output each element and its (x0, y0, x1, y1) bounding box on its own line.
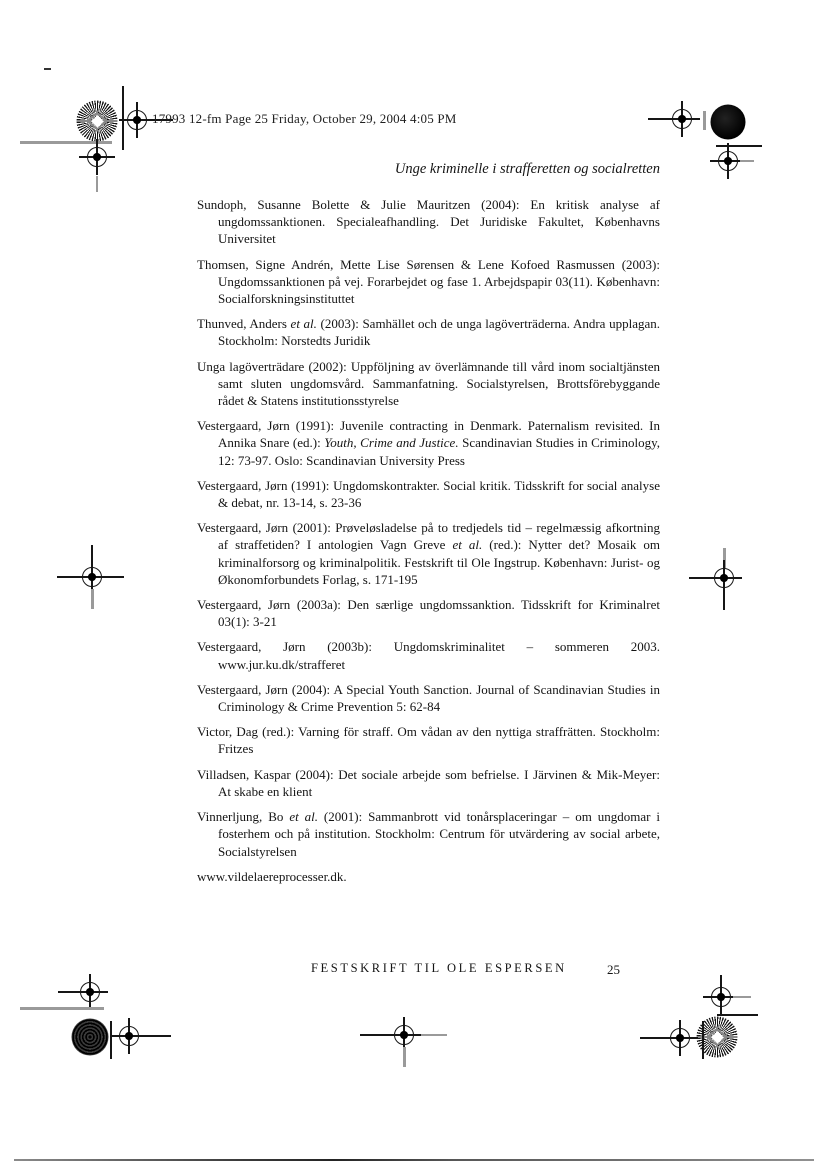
registration-dark-circle-icon (72, 1019, 109, 1056)
crop-line (91, 589, 94, 609)
registration-solid-circle-icon (711, 105, 746, 140)
footer-book-title: FESTSKRIFT TIL OLE ESPERSEN (311, 961, 567, 975)
crop-line (717, 1014, 758, 1016)
reference-entry: Villadsen, Kaspar (2004): Det sociale arbejde som befrielse. I Järvinen & Mik-Meyer: At skabe en klient (197, 766, 660, 799)
crop-line (421, 1034, 447, 1036)
crop-line (96, 176, 98, 192)
scan-edge-line (14, 1159, 814, 1161)
crop-line (57, 576, 75, 578)
reference-entry: Vestergaard, Jørn (1991): Juvenile contracting in Denmark. Paternalism revisited. In Annika Snare (ed.): Youth, Crime and Justice. Scandinavian Studies in Criminology, 12: 73-97. Oslo: Scandinavian University Press (197, 418, 660, 468)
crop-line (689, 577, 707, 579)
registration-crosshair-icon (111, 1018, 147, 1054)
crop-line (723, 590, 725, 610)
print-slug-line: 17993 12-fm Page 25 Friday, October 29, 2004 4:05 PM (152, 111, 457, 126)
crop-line (110, 576, 124, 578)
registration-crosshair-icon (664, 101, 700, 137)
reference-entry: Vestergaard, Jørn (2004): A Special Youth Sanction. Journal of Scandinavian Studies in Criminology & Crime Prevention 5: 62-84 (197, 681, 660, 715)
reference-entry: Unga lagöverträdare (2002): Uppföljning av överlämnande till vård inom socialtjänsten samt sluten ungdomsvård. Sammanfatning. Socialstyrelsen, Brottsförebyggande rådet & Statens institutionsstyrelse (197, 358, 660, 409)
registration-crosshair-icon (119, 102, 155, 138)
crop-line (703, 111, 706, 130)
crop-line (740, 160, 754, 162)
reference-entry: Vestergaard, Jørn (2003b): Ungdomskriminalitet – sommeren 2003. www.jur.ku.dk/strafferet (197, 639, 660, 672)
running-header: Unge kriminelle i strafferetten og socialretten (394, 161, 660, 177)
reference-entry: Thomsen, Signe Andrén, Mette Lise Sørensen & Lene Kofoed Rasmussen (2003): Ungdomssanktionen på vej. Forarbejdet og fase 1. Arbejdspapir 03(11). København: Socialforskningsinstituttet (197, 256, 660, 307)
crop-line (403, 1047, 406, 1067)
reference-entry: Sundoph, Susanne Bolette & Julie Mauritzen (2004): En kritisk analyse af ungdomssanktionen. Specialeafhandling. Det Juridiske Fakultet, Københavns Universitet (197, 197, 660, 247)
footer-page-number: 25 (607, 962, 620, 977)
reference-entry: Vestergaard, Jørn (1991): Ungdomskontrakter. Social kritik. Tidsskrift for social analyse & debat, nr. 13-14, s. 23-36 (197, 477, 660, 511)
crop-line (702, 1021, 704, 1059)
reference-entry: Thunved, Anders et al. (2003): Samhället och de unga lagöverträderna. Andra upplagan. Stockholm: Norstedts Juridik (197, 316, 660, 349)
registration-crosshair-icon (79, 139, 115, 175)
reference-list (197, 196, 660, 893)
registration-crosshair-icon (662, 1020, 698, 1056)
reference-entry: Vestergaard, Jørn (2003a): Den særlige ungdomssanktion. Tidsskrift for Kriminalret 03(1): 3-21 (197, 597, 660, 630)
reference-entry: www.vildelaereprocesser.dk. (197, 868, 347, 884)
reference-entry: Vinnerljung, Bo et al. (2001): Sammanbrott vid tonårsplaceringar – om ungdomar i fosterhem och på institution. Stockholm: Centrum för utvärdering av social arbete, Socialstyrelsen (197, 809, 660, 859)
crop-line (640, 1037, 664, 1039)
crop-line (733, 996, 751, 998)
crop-line (360, 1034, 386, 1036)
reference-entry: Victor, Dag (red.): Varning för straff. Om vådan av den nyttiga straffrätten. Stockholm: Fritzes (197, 724, 660, 757)
crop-line (146, 1035, 171, 1037)
crop-line (58, 991, 74, 993)
scan-speck (44, 68, 51, 70)
registration-starburst-icon (77, 101, 118, 142)
crop-line (20, 1007, 104, 1010)
registration-crosshair-icon (72, 974, 108, 1010)
reference-entry: Vestergaard, Jørn (2001): Prøveløsladelse på to tredjedels tid – regelmæssig afkortning af straffetiden? I antologien Vagn Greve et al. (red.): Nytter det? Mosaik om kriminalforsorg og kriminalpolitik. Festskrift til Ole Ingstrup. København: Jurist- og Økonomforbundets Forlag, s. 171-195 (197, 520, 660, 587)
